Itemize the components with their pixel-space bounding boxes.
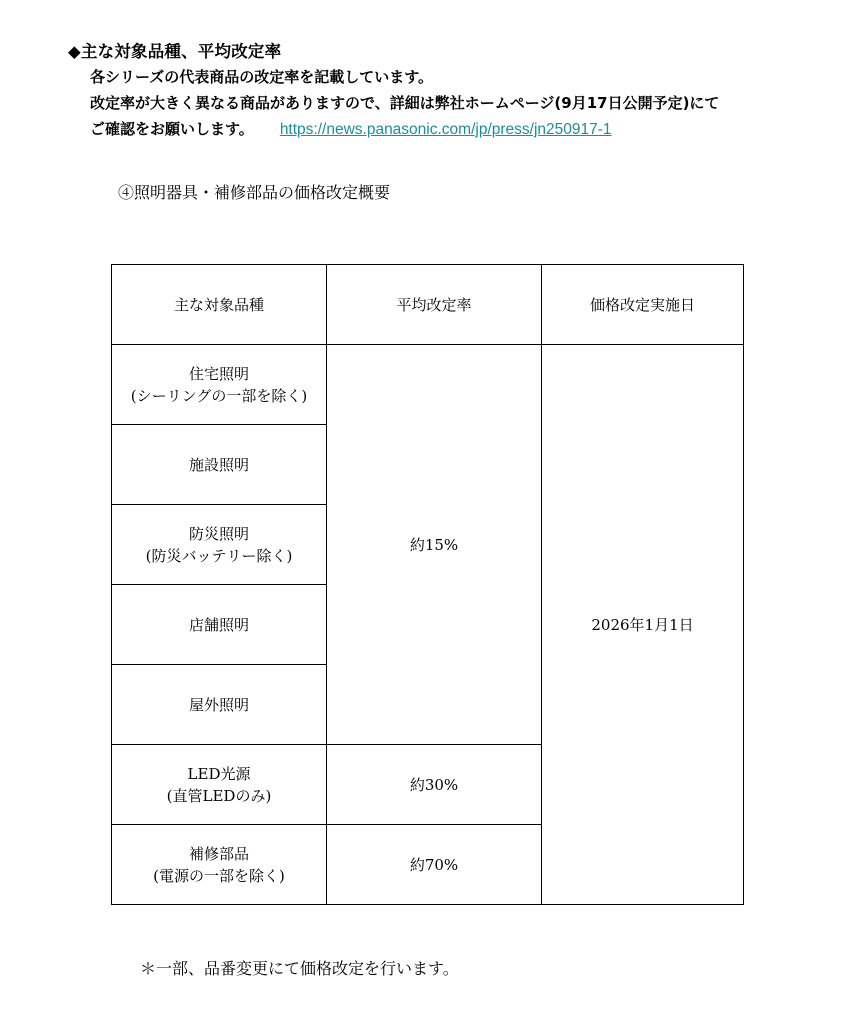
category-note: (直管LEDのみ): [166, 786, 272, 805]
category-name: 屋外照明: [188, 695, 249, 714]
category-name: 住宅照明: [188, 364, 249, 383]
intro-line-2: 改定率が大きく異なる商品がありますので、詳細は弊社ホームページ(9月17日公開予定)にて: [90, 94, 720, 112]
category-cell: [112, 745, 327, 825]
category-cell: [112, 345, 327, 425]
table-header-row: [112, 265, 744, 345]
category-name: 補修部品: [188, 844, 249, 863]
category-name: 施設照明: [188, 455, 249, 474]
category-cell: [112, 825, 327, 905]
header-date: 価格改定実施日: [542, 265, 744, 345]
category-name: 店舗照明: [188, 615, 249, 634]
intro-line-3: [90, 116, 719, 143]
category-note: (シーリングの一部を除く): [130, 386, 308, 405]
intro-text: [90, 64, 719, 143]
category-cell: [112, 665, 327, 745]
header-rate: 平均改定率: [327, 265, 542, 345]
category-name: LED光源: [187, 764, 251, 783]
rate-cell-led: 約30%: [327, 745, 542, 825]
rate-cell-lighting: 約15%: [327, 345, 542, 745]
press-release-link[interactable]: https://news.panasonic.com/jp/press/jn250917-1: [279, 121, 612, 138]
header-category: 主な対象品種: [112, 265, 327, 345]
category-name: 防災照明: [188, 524, 249, 543]
category-note: (防災バッテリー除く): [145, 546, 293, 565]
category-note: (電源の一部を除く): [153, 866, 285, 885]
table-row: [112, 345, 744, 425]
rate-cell-parts: 約70%: [327, 825, 542, 905]
table-title: ④照明器具・補修部品の価格改定概要: [118, 183, 391, 202]
section-heading: ◆主な対象品種、平均改定率: [68, 42, 282, 61]
intro-line-1: 各シリーズの代表商品の改定率を記載しています。: [90, 68, 434, 86]
category-cell: [112, 585, 327, 665]
footnote: ＊一部、品番変更にて価格改定を行います。: [140, 959, 459, 978]
price-revision-table: [111, 264, 744, 905]
date-cell: 2026年1月1日: [542, 345, 744, 905]
category-cell: [112, 425, 327, 505]
category-cell: [112, 505, 327, 585]
intro-line-3-text: ご確認をお願いします。: [90, 120, 254, 138]
